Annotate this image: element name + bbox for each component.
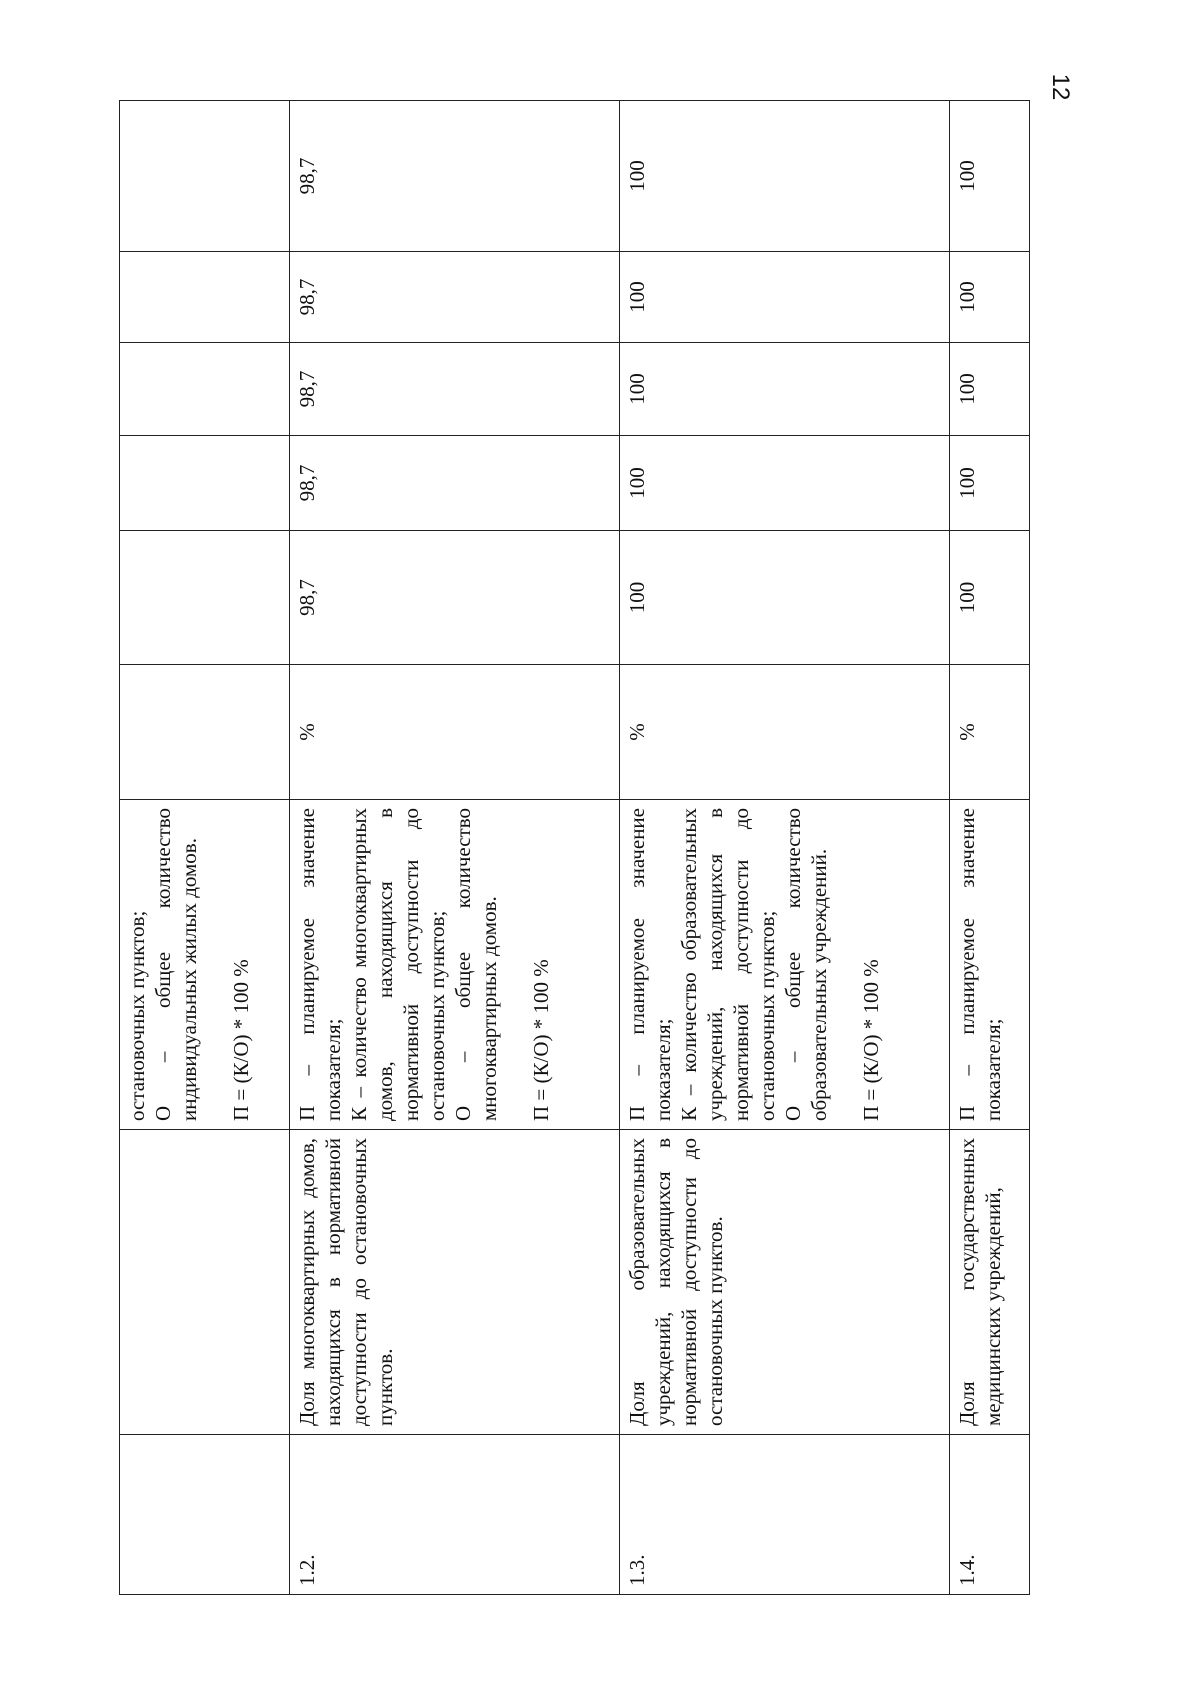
method-line: К – количество образовательных учреждений, находящихся в нормативной доступности до остановочных пунктов; <box>677 808 779 1121</box>
value-cell: 100 <box>950 252 1030 343</box>
value-cell <box>120 101 290 252</box>
value-cell <box>120 252 290 343</box>
table-row <box>620 101 950 1595</box>
table-row <box>120 101 290 1595</box>
calculation-method-cell <box>290 800 620 1130</box>
value-cell <box>120 531 290 665</box>
row-number-cell: 1.4. <box>950 1435 1030 1595</box>
indicator-name-cell: Доля государственных медицинских учреждений, <box>950 1130 1030 1435</box>
rotated-table-sheet <box>119 101 1029 1595</box>
unit-cell: % <box>620 665 950 800</box>
method-line: П – планируемое значение показателя; <box>625 808 675 1121</box>
table-row <box>290 101 620 1595</box>
calculation-method-cell <box>120 800 290 1130</box>
value-cell <box>120 343 290 436</box>
method-line: К – количество многоквартирных домов, находящихся в нормативной доступности до остановочных пунктов; <box>347 808 449 1121</box>
indicators-table <box>119 100 1030 1595</box>
method-line: О – общее количество образовательных учреждений. <box>781 808 831 1121</box>
value-cell: 98,7 <box>290 101 620 252</box>
indicator-name-cell <box>120 1130 290 1435</box>
value-cell: 98,7 <box>290 436 620 531</box>
value-cell: 100 <box>620 436 950 531</box>
indicator-name-cell: Доля многоквартирных домов, находящихся в нормативной доступности до остановочных пунктов. <box>290 1130 620 1435</box>
method-formula: П = (К/О) * 100 % <box>529 959 553 1121</box>
page-number: 12 <box>1047 73 1074 101</box>
value-cell: 100 <box>620 101 950 252</box>
value-cell: 100 <box>620 343 950 436</box>
method-formula: П = (К/О) * 100 % <box>229 959 253 1121</box>
value-cell: 100 <box>950 531 1030 665</box>
value-cell: 100 <box>950 343 1030 436</box>
value-cell <box>120 436 290 531</box>
indicator-name-cell: Доля образовательных учреждений, находящихся в нормативной доступности до остановочных пунктов. <box>620 1130 950 1435</box>
method-formula: П = (К/О) * 100 % <box>859 959 883 1121</box>
value-cell: 100 <box>620 252 950 343</box>
method-line: О – общее количество индивидуальных жилых домов. <box>151 808 201 1121</box>
row-number-cell: 1.3. <box>620 1435 950 1595</box>
method-line: П – планируемое значение показателя; <box>295 808 345 1121</box>
value-cell: 100 <box>620 531 950 665</box>
unit-cell <box>120 665 290 800</box>
method-line: остановочных пунктов; <box>125 910 149 1121</box>
value-cell: 100 <box>950 436 1030 531</box>
value-cell: 98,7 <box>290 252 620 343</box>
calculation-method-cell <box>950 800 1030 1130</box>
table-row <box>950 101 1030 1595</box>
value-cell: 98,7 <box>290 531 620 665</box>
value-cell: 98,7 <box>290 343 620 436</box>
calculation-method-cell <box>620 800 950 1130</box>
method-line: О – общее количество многоквартирных домов. <box>451 808 501 1121</box>
row-number-cell <box>120 1435 290 1595</box>
row-number-cell: 1.2. <box>290 1435 620 1595</box>
unit-cell: % <box>290 665 620 800</box>
method-line: П – планируемое значение показателя; <box>955 808 1005 1121</box>
value-cell: 100 <box>950 101 1030 252</box>
unit-cell: % <box>950 665 1030 800</box>
